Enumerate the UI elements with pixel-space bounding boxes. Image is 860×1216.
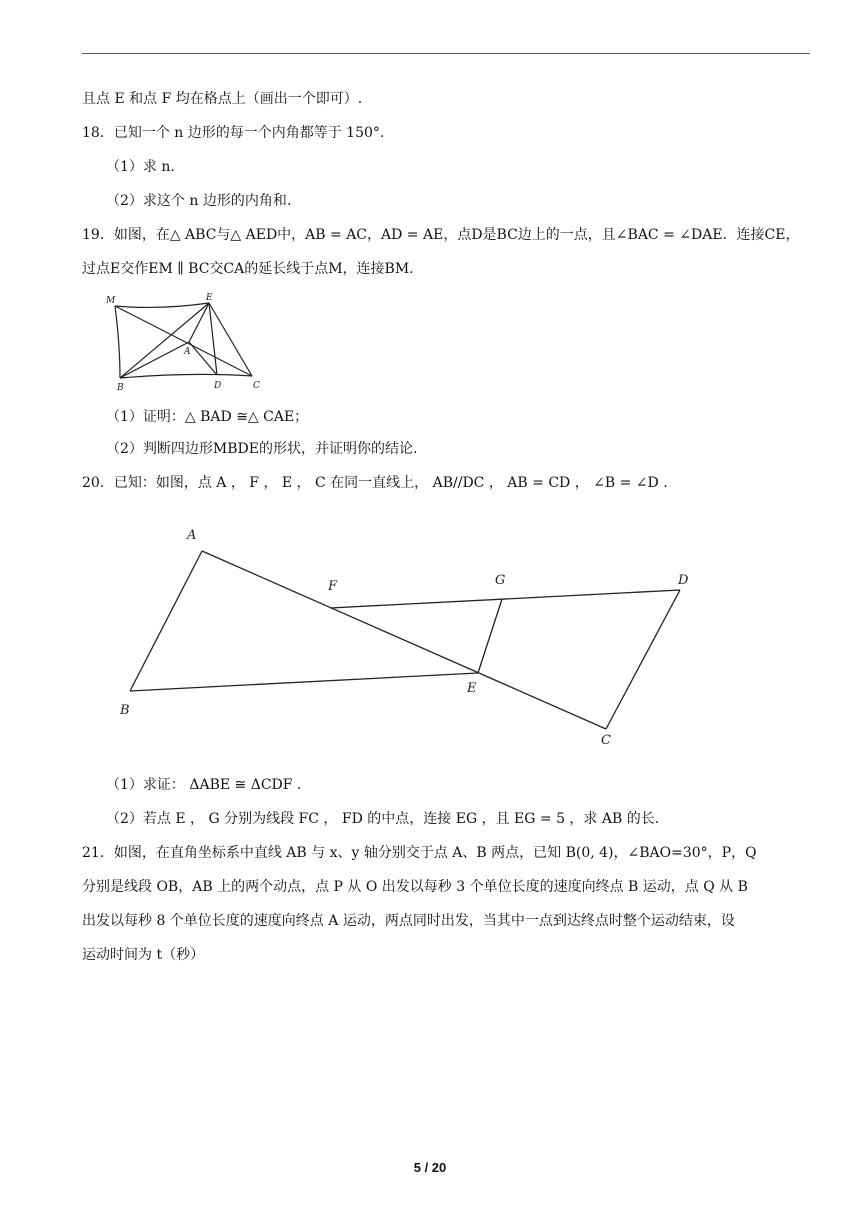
- segment-FD: [330, 590, 680, 608]
- segment-ME: [115, 303, 209, 307]
- label-D: D: [214, 381, 222, 391]
- label-E: E: [206, 293, 213, 303]
- header-rule: [82, 53, 810, 54]
- segment-BC: [120, 374, 252, 378]
- question-21-line-3: 出发以每秒 8 个单位长度的速度向终点 A 运动，两点同时出发，当其中一点到达终点时整个运动结束，设: [82, 913, 735, 929]
- label-B: B: [120, 703, 130, 718]
- segment-AE: [189, 303, 209, 342]
- segment-BE: [130, 673, 478, 691]
- page-number: 5 / 20: [413, 1160, 447, 1175]
- segment-GE: [478, 599, 502, 673]
- label-C: C: [253, 381, 260, 391]
- label-G: G: [495, 573, 506, 588]
- question-21-line-4: 运动时间为 t（秒）: [82, 947, 205, 963]
- question-19-part-2: （2）判断四边形MBDE的形状，并证明你的结论.: [106, 441, 418, 457]
- label-B: B: [117, 383, 124, 393]
- question-18: 18．已知一个 n 边形的每一个内角都等于 150°.: [82, 125, 385, 141]
- label-M: M: [106, 296, 116, 306]
- text-line-continuation: 且点 E 和点 F 均在格点上（画出一个即可）.: [82, 91, 363, 107]
- question-21-line-2: 分别是线段 OB，AB 上的两个动点，点 P 从 O 出发以每秒 3 个单位长度的速度向终点 B 运动，点 Q 从 B: [82, 879, 748, 895]
- segment-AB: [130, 551, 202, 691]
- question-19-line-1: 19．如图，在△ ABC与△ AED中，AB = AC，AD = AE，点D是BC边上的一点，且∠BAC = ∠DAE．连接CE，: [82, 227, 800, 243]
- question-20: 20．已知：如图，点 A ， F ， E ， C 在同一直线上， AB//DC ， AB = CD ， ∠B = ∠D .: [82, 475, 668, 491]
- segment-BA: [120, 342, 189, 378]
- segment-BE: [120, 303, 209, 378]
- question-20-part-1: （1）求证： ΔABE ≅ ΔCDF .: [106, 777, 302, 793]
- label-C: C: [601, 733, 611, 748]
- question-18-part-2: （2）求这个 n 边形的内角和.: [106, 193, 292, 209]
- label-E: E: [467, 681, 477, 696]
- segment-DC: [606, 590, 680, 729]
- label-A: A: [187, 528, 197, 543]
- question-18-part-1: （1）求 n.: [106, 159, 175, 175]
- label-F: F: [328, 579, 338, 594]
- question-21-line-1: 21．如图，在直角坐标系中直线 AB 与 x、y 轴分别交于点 A、B 两点，已知 B(0, 4)，∠BAO=30°，P，Q: [82, 845, 757, 861]
- segment-MB: [115, 306, 120, 378]
- question-19-part-1: （1）证明：△ BAD ≅△ CAE；: [106, 409, 309, 425]
- label-D: D: [678, 573, 689, 588]
- segment-AC: [202, 551, 606, 729]
- question-19-line-2: 过点E交作EM ∥ BC交CA的延长线于点M，连接BM.: [82, 261, 414, 277]
- question-20-part-2: （2）若点 E ， G 分别为线段 FC ， FD 的中点，连接 EG ，且 EG = 5 ，求 AB 的长.: [106, 811, 660, 827]
- figure-19-quadrilateral-diagram: [100, 290, 280, 400]
- figure-20-triangles-diagram: [110, 520, 710, 750]
- label-A: A: [184, 347, 191, 357]
- segment-AD: [189, 342, 217, 375]
